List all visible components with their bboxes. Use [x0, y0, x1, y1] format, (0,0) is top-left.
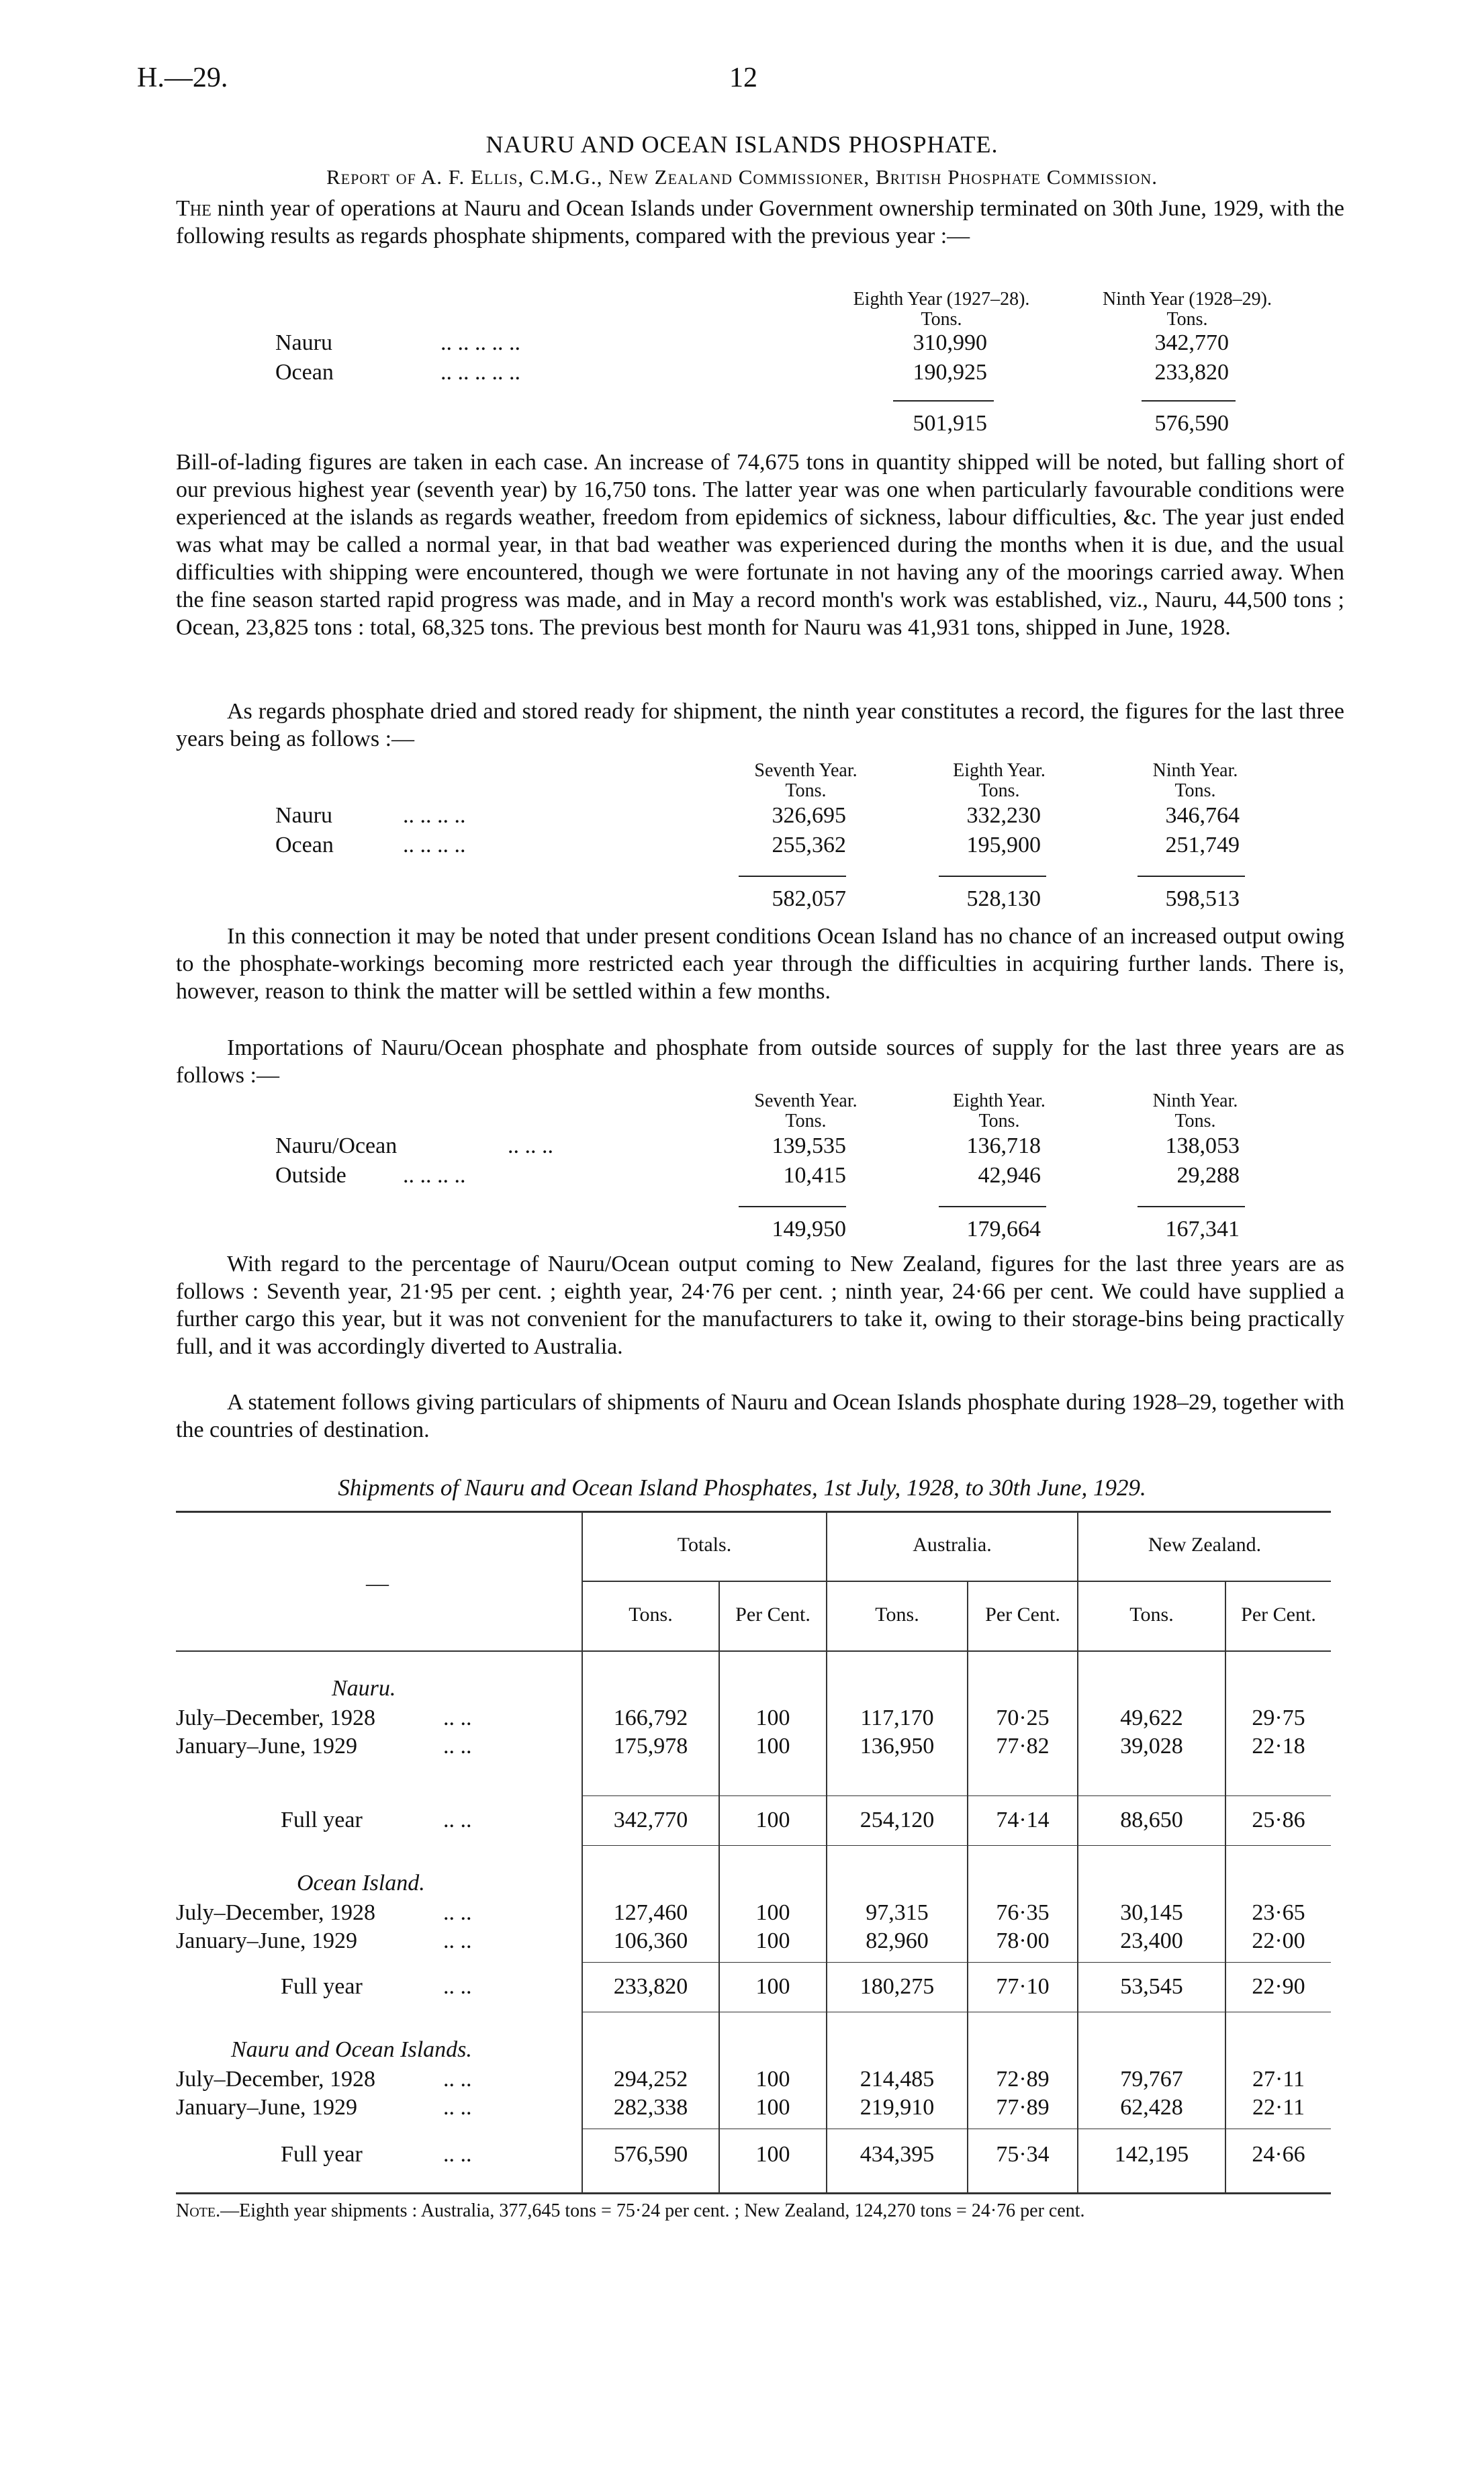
column-unit: Tons. [921, 309, 962, 330]
column-header-ninth-year: Ninth Year. [1152, 760, 1238, 781]
table-cell: 24·66 [1252, 2142, 1305, 2167]
table-cell: 100 [755, 1706, 790, 1730]
table-cell: 53,545 [1120, 1974, 1183, 1999]
total-rule [1138, 1206, 1245, 1207]
table-cell: 136,950 [860, 1734, 935, 1759]
leader-dots: .. .. .. [508, 1133, 553, 1158]
table-cell: 100 [755, 2067, 790, 2092]
row-label: January–June, 1929 [176, 1928, 358, 1953]
table-cell: 82,960 [866, 1928, 929, 1953]
subheader-tons: Tons. [1129, 1603, 1174, 1626]
leader-dots: .. .. [443, 1900, 472, 1925]
column-header-seventh-year: Seventh Year. [754, 1090, 857, 1111]
table-total: 582,057 [772, 886, 846, 911]
column-unit: Tons. [1174, 1111, 1216, 1131]
subheader-per-cent: Per Cent. [735, 1603, 810, 1626]
table-cell: 310,990 [913, 330, 987, 355]
group-header-australia: Australia. [913, 1534, 992, 1556]
table-cell: 29·75 [1252, 1706, 1305, 1730]
table-cell: 22·90 [1252, 1974, 1305, 1999]
table-total: 598,513 [1165, 886, 1240, 911]
table-cell: 42,946 [978, 1163, 1041, 1188]
table-cell: 100 [755, 2095, 790, 2120]
report-byline: Report of A. F. Ellis, C.M.G., New Zealand Commissioner, British Phosphate Commission. [326, 165, 1158, 189]
group-header-rule [583, 1581, 1331, 1582]
table-cell: 190,925 [913, 360, 987, 385]
table-cell: 29,288 [1176, 1163, 1240, 1188]
total-rule [739, 1206, 846, 1207]
section-heading-nauru: Nauru. [332, 1676, 396, 1701]
total-rule [893, 400, 994, 402]
table-cell: 180,275 [860, 1974, 935, 1999]
subtotal-rule [583, 1795, 1331, 1796]
table-cell: 136,718 [966, 1133, 1041, 1158]
table-cell: 142,195 [1114, 2142, 1189, 2167]
table-cell: 138,053 [1165, 1133, 1240, 1158]
table-cell: 75·34 [996, 2142, 1050, 2167]
shipments-table [176, 1511, 1344, 2196]
table-cell: 434,395 [860, 2142, 935, 2167]
table-cell: 106,360 [613, 1928, 688, 1953]
table-cell: 97,315 [866, 1900, 929, 1925]
table-cell: 576,590 [613, 2142, 688, 2167]
column-header-ninth-year: Ninth Year. [1152, 1090, 1238, 1111]
table-cell: 74·14 [996, 1808, 1050, 1832]
total-rule [1142, 400, 1236, 402]
table-cell: 117,170 [860, 1706, 934, 1730]
table-cell: 76·35 [996, 1900, 1050, 1925]
column-header-ninth-year: Ninth Year (1928–29). [1103, 289, 1272, 310]
table-cell: 282,338 [613, 2095, 688, 2120]
table-cell: 25·86 [1252, 1808, 1305, 1832]
table-cell: 255,362 [772, 833, 846, 857]
table-cell: 22·18 [1252, 1734, 1305, 1759]
column-unit: Tons. [978, 1111, 1020, 1131]
table-cell: 127,460 [613, 1900, 688, 1925]
table-cell: 100 [755, 1734, 790, 1759]
subtotal-rule [583, 1845, 1331, 1846]
row-label-full-year: Full year [281, 1974, 363, 1999]
subtotal-rule [583, 1962, 1331, 1963]
table-cell: 214,485 [860, 2067, 935, 2092]
table-cell: 166,792 [613, 1706, 688, 1730]
leader-dots: .. .. [443, 2095, 472, 2120]
paragraph-statement-follows: A statement follows giving particulars of shipments of Nauru and Ocean Islands phosphate during 1928–29, together with the countries of destination. [176, 1390, 1344, 1442]
page-number: 12 [729, 62, 757, 93]
table-cell: 100 [755, 1808, 790, 1832]
row-label-full-year: Full year [281, 1808, 363, 1832]
paragraph-nz-percentage: With regard to the percentage of Nauru/Ocean output coming to New Zealand, figures for the last three years are as follows : Seventh year, 21·95 per cent. ; eighth year, 24·76 per cent. ; ninth year, 24·66 per cent. We could have supplied a further cargo this year, but it was not convenient for the manufacturers to take it, owing to their storage-bins being practically full, and it was accordingly diverted to Australia. [176, 1252, 1344, 1359]
subheader-tons: Tons. [875, 1603, 919, 1626]
footnote-text: —Eighth year shipments : Australia, 377,645 tons = 75·24 per cent. ; New Zealand, 124,270 tons = 24·76 per cent. [220, 2200, 1085, 2221]
paragraph-shipments-discussion: Bill-of-lading figures are taken in each case. An increase of 74,675 tons in quantity shipped will be noted, but falling short of our previous highest year (seventh year) by 16,750 tons. The latter year was one when particularly favourable conditions were experienced at the islands as regards weather, freedom from epidemics of sickness, labour difficulties, &c. The year just ended was what may be called a normal year, in that bad weather was experienced during the months when it is due, and the usual difficulties with shipping were encountered, though we were fortunate in not having any of the moorings carried away. When the fine season started rapid progress was made, and in May a record month's work was established, viz., Nauru, 44,500 tons ; Ocean, 23,825 tons : total, 68,325 tons. The previous best month for Nauru was 41,931 tons, shipped in June, 1928. [176, 450, 1344, 640]
row-label: Ocean [275, 833, 334, 857]
table-cell: 49,622 [1120, 1706, 1183, 1730]
table-cell: 70·25 [996, 1706, 1050, 1730]
row-label: January–June, 1929 [176, 2095, 358, 2120]
table-cell: 77·82 [996, 1734, 1050, 1759]
total-rule [1138, 876, 1245, 877]
document-reference: H.—29. [137, 62, 228, 93]
table-top-rule [176, 1511, 1331, 1513]
column-unit: Tons. [785, 1111, 827, 1131]
table-total: 167,341 [1165, 1217, 1240, 1242]
section-heading-ocean-island: Ocean Island. [297, 1871, 425, 1896]
intro-paragraph [176, 195, 1344, 250]
header-bottom-rule [176, 1650, 1331, 1652]
leader-dots: .. .. .. .. [403, 803, 466, 828]
paragraph-ocean-island-output: In this connection it may be noted that under present conditions Ocean Island has no chance of an increased output owing to the phosphate-workings becoming more restricted each year through the difficulties in acquiring further lands. There is, however, reason to think the matter will be settled within a few months. [176, 924, 1344, 1004]
leader-dots: .. .. .. .. [403, 1163, 466, 1188]
total-rule [739, 876, 846, 877]
table-total: 576,590 [1154, 411, 1229, 436]
table-cell: 342,770 [613, 1808, 688, 1832]
column-header-seventh-year: Seventh Year. [754, 760, 857, 781]
table-bottom-rule [176, 2192, 1331, 2194]
table-cell: 100 [755, 2142, 790, 2167]
table-cell: 88,650 [1120, 1808, 1183, 1832]
table-cell: 233,820 [1154, 360, 1229, 385]
table-cell: 233,820 [613, 1974, 688, 1999]
table-total: 149,950 [772, 1217, 846, 1242]
intro-lead: The [176, 196, 212, 221]
table-cell: 100 [755, 1974, 790, 1999]
stub-header: — [366, 1571, 389, 1596]
row-label: Nauru [275, 330, 332, 355]
table-cell: 27·11 [1252, 2067, 1305, 2092]
table-cell: 62,428 [1120, 2095, 1183, 2120]
table-cell: 23,400 [1120, 1928, 1183, 1953]
subheader-per-cent: Per Cent. [985, 1603, 1060, 1626]
table-cell: 346,764 [1165, 803, 1240, 828]
table-cell: 175,978 [613, 1734, 688, 1759]
row-label: Nauru/Ocean [275, 1133, 398, 1158]
group-header-new-zealand: New Zealand. [1148, 1534, 1262, 1556]
footnote-lead: Note. [176, 2200, 221, 2221]
leader-dots: .. .. [443, 1706, 472, 1730]
table-cell: 22·00 [1252, 1928, 1305, 1953]
row-label: July–December, 1928 [176, 1900, 376, 1925]
column-unit: Tons. [978, 780, 1020, 801]
row-label: July–December, 1928 [176, 2067, 376, 2092]
table-total: 501,915 [913, 411, 987, 436]
column-unit: Tons. [1174, 780, 1216, 801]
table-cell: 10,415 [783, 1163, 846, 1188]
intro-text: ninth year of operations at Nauru and Ocean Islands under Government ownership terminated on 30th June, 1929, with the following results as regards phosphate shipments, compared with the previous year :— [176, 196, 1344, 248]
leader-dots: .. .. [443, 2142, 472, 2167]
table-cell: 78·00 [996, 1928, 1050, 1953]
leader-dots: .. .. .. .. .. [440, 360, 520, 385]
leader-dots: .. .. [443, 1974, 472, 1999]
row-label-full-year: Full year [281, 2142, 363, 2167]
column-unit: Tons. [1166, 309, 1208, 330]
total-rule [939, 1206, 1046, 1207]
leader-dots: .. .. .. .. [403, 833, 466, 857]
footnote [176, 2200, 1344, 2223]
leader-dots: .. .. [443, 1928, 472, 1953]
table-cell: 251,749 [1165, 833, 1240, 857]
column-header-eighth-year: Eighth Year (1927–28). [853, 289, 1030, 310]
table-total: 528,130 [966, 886, 1041, 911]
leader-dots: .. .. [443, 1808, 472, 1832]
row-label: Nauru [275, 803, 332, 828]
table-caption: Shipments of Nauru and Ocean Island Phosphates, 1st July, 1928, to 30th June, 1929. [338, 1475, 1146, 1501]
table-cell: 219,910 [860, 2095, 935, 2120]
table-cell: 100 [755, 1928, 790, 1953]
section-heading-combined: Nauru and Ocean Islands. [231, 2037, 472, 2062]
paragraph-dried-stored: As regards phosphate dried and stored ready for shipment, the ninth year constitutes a record, the figures for the last three years being as follows :— [176, 699, 1344, 751]
table-cell: 39,028 [1120, 1734, 1183, 1759]
table-cell: 254,120 [860, 1808, 935, 1832]
table-cell: 79,767 [1120, 2067, 1183, 2092]
column-header-eighth-year: Eighth Year. [953, 1090, 1046, 1111]
table-cell: 77·10 [996, 1974, 1050, 1999]
total-rule [939, 876, 1046, 877]
subheader-tons: Tons. [629, 1603, 673, 1626]
table-cell: 326,695 [772, 803, 846, 828]
page-title: NAURU AND OCEAN ISLANDS PHOSPHATE. [485, 131, 999, 158]
subheader-per-cent: Per Cent. [1241, 1603, 1316, 1626]
row-label: July–December, 1928 [176, 1706, 376, 1730]
table-cell: 30,145 [1120, 1900, 1183, 1925]
column-header-eighth-year: Eighth Year. [953, 760, 1046, 781]
leader-dots: .. .. .. .. .. [440, 330, 520, 355]
table-cell: 294,252 [613, 2067, 688, 2092]
table-total: 179,664 [966, 1217, 1041, 1242]
paragraph-importations: Importations of Nauru/Ocean phosphate and phosphate from outside sources of supply for the last three years are as follows :— [176, 1035, 1344, 1088]
row-label: Ocean [275, 360, 334, 385]
table-cell: 342,770 [1154, 330, 1229, 355]
table-cell: 23·65 [1252, 1900, 1305, 1925]
row-label: January–June, 1929 [176, 1734, 358, 1759]
table-cell: 195,900 [966, 833, 1041, 857]
row-label: Outside [275, 1163, 346, 1188]
table-cell: 72·89 [996, 2067, 1050, 2092]
table-cell: 100 [755, 1900, 790, 1925]
group-header-totals: Totals. [677, 1534, 732, 1556]
column-unit: Tons. [785, 780, 827, 801]
table-cell: 77·89 [996, 2095, 1050, 2120]
table-cell: 22·11 [1252, 2095, 1305, 2120]
leader-dots: .. .. [443, 1734, 472, 1759]
leader-dots: .. .. [443, 2067, 472, 2092]
table-cell: 332,230 [966, 803, 1041, 828]
table-cell: 139,535 [772, 1133, 846, 1158]
